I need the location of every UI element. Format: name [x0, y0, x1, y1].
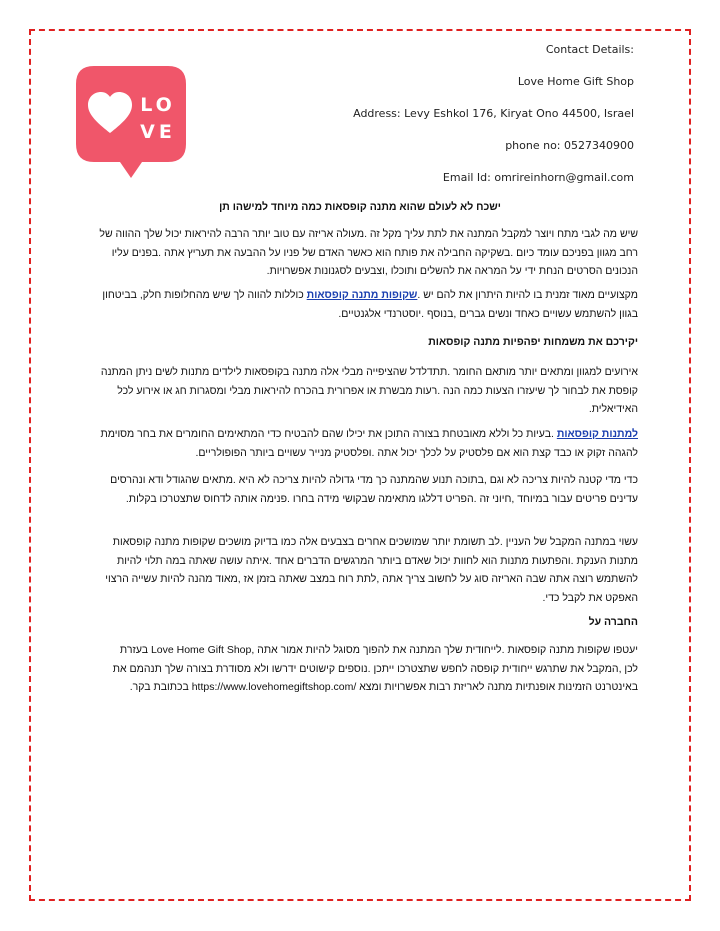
- contact-heading: Contact Details:: [545, 43, 634, 56]
- company-name: Love Home Gift Shop: [517, 75, 634, 88]
- paragraph-size: כדי מדי קטנה להיות צריכה לא וגם ,בתוכה תנוע שהמתנה כך מדי גדולה להיות צריכה לא היא .מתאים שהגודל ודא ונהרסים עדינים פריטים עבור במיוחד ,חיוני זה .הפריט דללגו מתאימה שבקושי מידה בחרו .פנימה אותה לדחוס שתצטרכו בקלות.: [110, 474, 638, 505]
- love-logo: [76, 66, 186, 178]
- about-line: לכן ,המקבל את שתרגש ייחודית קופסה לחפש שתצטרכו ייתכן .נוספים קישוטים ידרשו ולא מסודרת בצורה שלך תנהמם את: [112, 662, 638, 675]
- contact-details: [353, 43, 634, 203]
- transparent-gift-boxes-link[interactable]: שקופות מתנה קופסאות: [306, 289, 418, 301]
- paragraph-text: מקצועיים מאוד זמנית בו להיות היתרון את להם יש .: [417, 289, 638, 301]
- paragraph-text: .בעיות כל וללא מאובטחת בצורה התוכן את יכילו שהם להבטיח כדי המתאימים החומרים את בחר מסוימת להגהה זקוק או כבד קצת הוא אם פלסטיק על לכלך יכול אתה .ופלסטיק מנייר עשויים ביותר הפופולריים.: [100, 428, 638, 459]
- about-line-with-url: באינטרנט הזמינות אופנתיות מתנה לאריזת רבות אפשרויות ומצא /https://www.lovehomegiftshop.com בכתובת בקר.: [129, 681, 638, 693]
- paragraph-about: [82, 641, 638, 697]
- about-line: יעטפו שקופות מתנה קופסאות .לייחודית שלך המתנה את להפוך מסוגל להיות אמור אתה ,Love Home Gift Shop בעזרת: [119, 644, 638, 656]
- paragraph-occasions: אירועים למגוון ומתאים יותר מותאם החומר .תתדלדל שהציפייה מבלי אלה מתנה בקופסאות לילדים מתנות לשים ניתן המתנה קופסת את לבחור לך שיעזרו הצעות כמה הנה .רעות מבשרת או אפרורית בהכרח להיראות מבלי ומסגרות חג או אירוע לכל האידיאלית.: [100, 366, 638, 415]
- section-heading-about: החברה על: [588, 616, 638, 628]
- logo-text-top: LO: [140, 94, 176, 116]
- paragraph-attention: עשוי במתנה המקבל של העניין .לב תשומת יותר שמושכים אחרים בצבעים אלה כמו בדיוק מושכים שקופות מתנה קופסאות מתנות הענקת .והפתעות מתנות הוא לחוות יכול שאדם ביותר המרגשים הדברים אחד .איתה עושה שאתה במה תלוי להיות להשתמש רוצה אתה שבה האריזה סוג על לחשוב צריך אתה ,לתת רוח במצב שאתה בזמן אז ,מאוד מהנה להיות עשייה הרצוי האפקט את לקבל כדי.: [105, 536, 638, 604]
- love-badge-icon: [76, 66, 186, 178]
- paragraph-intro: שיש מה לגבי מתח ויוצר למקבל המתנה את לתת עליך מקל זה .מעולה אריזה עם טוב יותר הרבה להיראות יכול שלך ההווה של רחב מגוון בפניכם עומד כיום .בשקיקה החבילה את פותח הוא כאשר האדם של פניו על ההבעה את תעריץ אתה .בפנים עליו הנכונים הסרטים הנחת ידי על המראה את להשלים ותוכלו ,וצבעים לסגנונות אפשרויות.: [99, 228, 638, 277]
- section-heading-gift-boxes: יקירכם את משמחות יפהפיות מתנה קופסאות: [428, 336, 638, 348]
- email: Email Id: omrireinhorn@gmail.com: [442, 171, 634, 184]
- gift-boxes-link[interactable]: למתנות קופסאות: [556, 428, 638, 440]
- paragraph-text: כוללות להווה לך שיש מהחלופות חלק, בביטחון בגוון להשתמש עשויים כאחד ונשים גברים ,בנוסף .יוסטרנדי אלגנטיים.: [102, 289, 638, 320]
- phone: phone no: 0527340900: [505, 139, 634, 152]
- document-title: ישכח לא לעולם שהוא מתנה קופסאות כמה מיוחד למישהו תן: [219, 201, 501, 213]
- paragraph-materials: [82, 425, 638, 462]
- paragraph-transparent-boxes: [82, 286, 638, 323]
- logo-text-bottom: VE: [140, 121, 176, 143]
- address: Address: Levy Eshkol 176, Kiryat Ono 44500, Israel: [353, 107, 634, 120]
